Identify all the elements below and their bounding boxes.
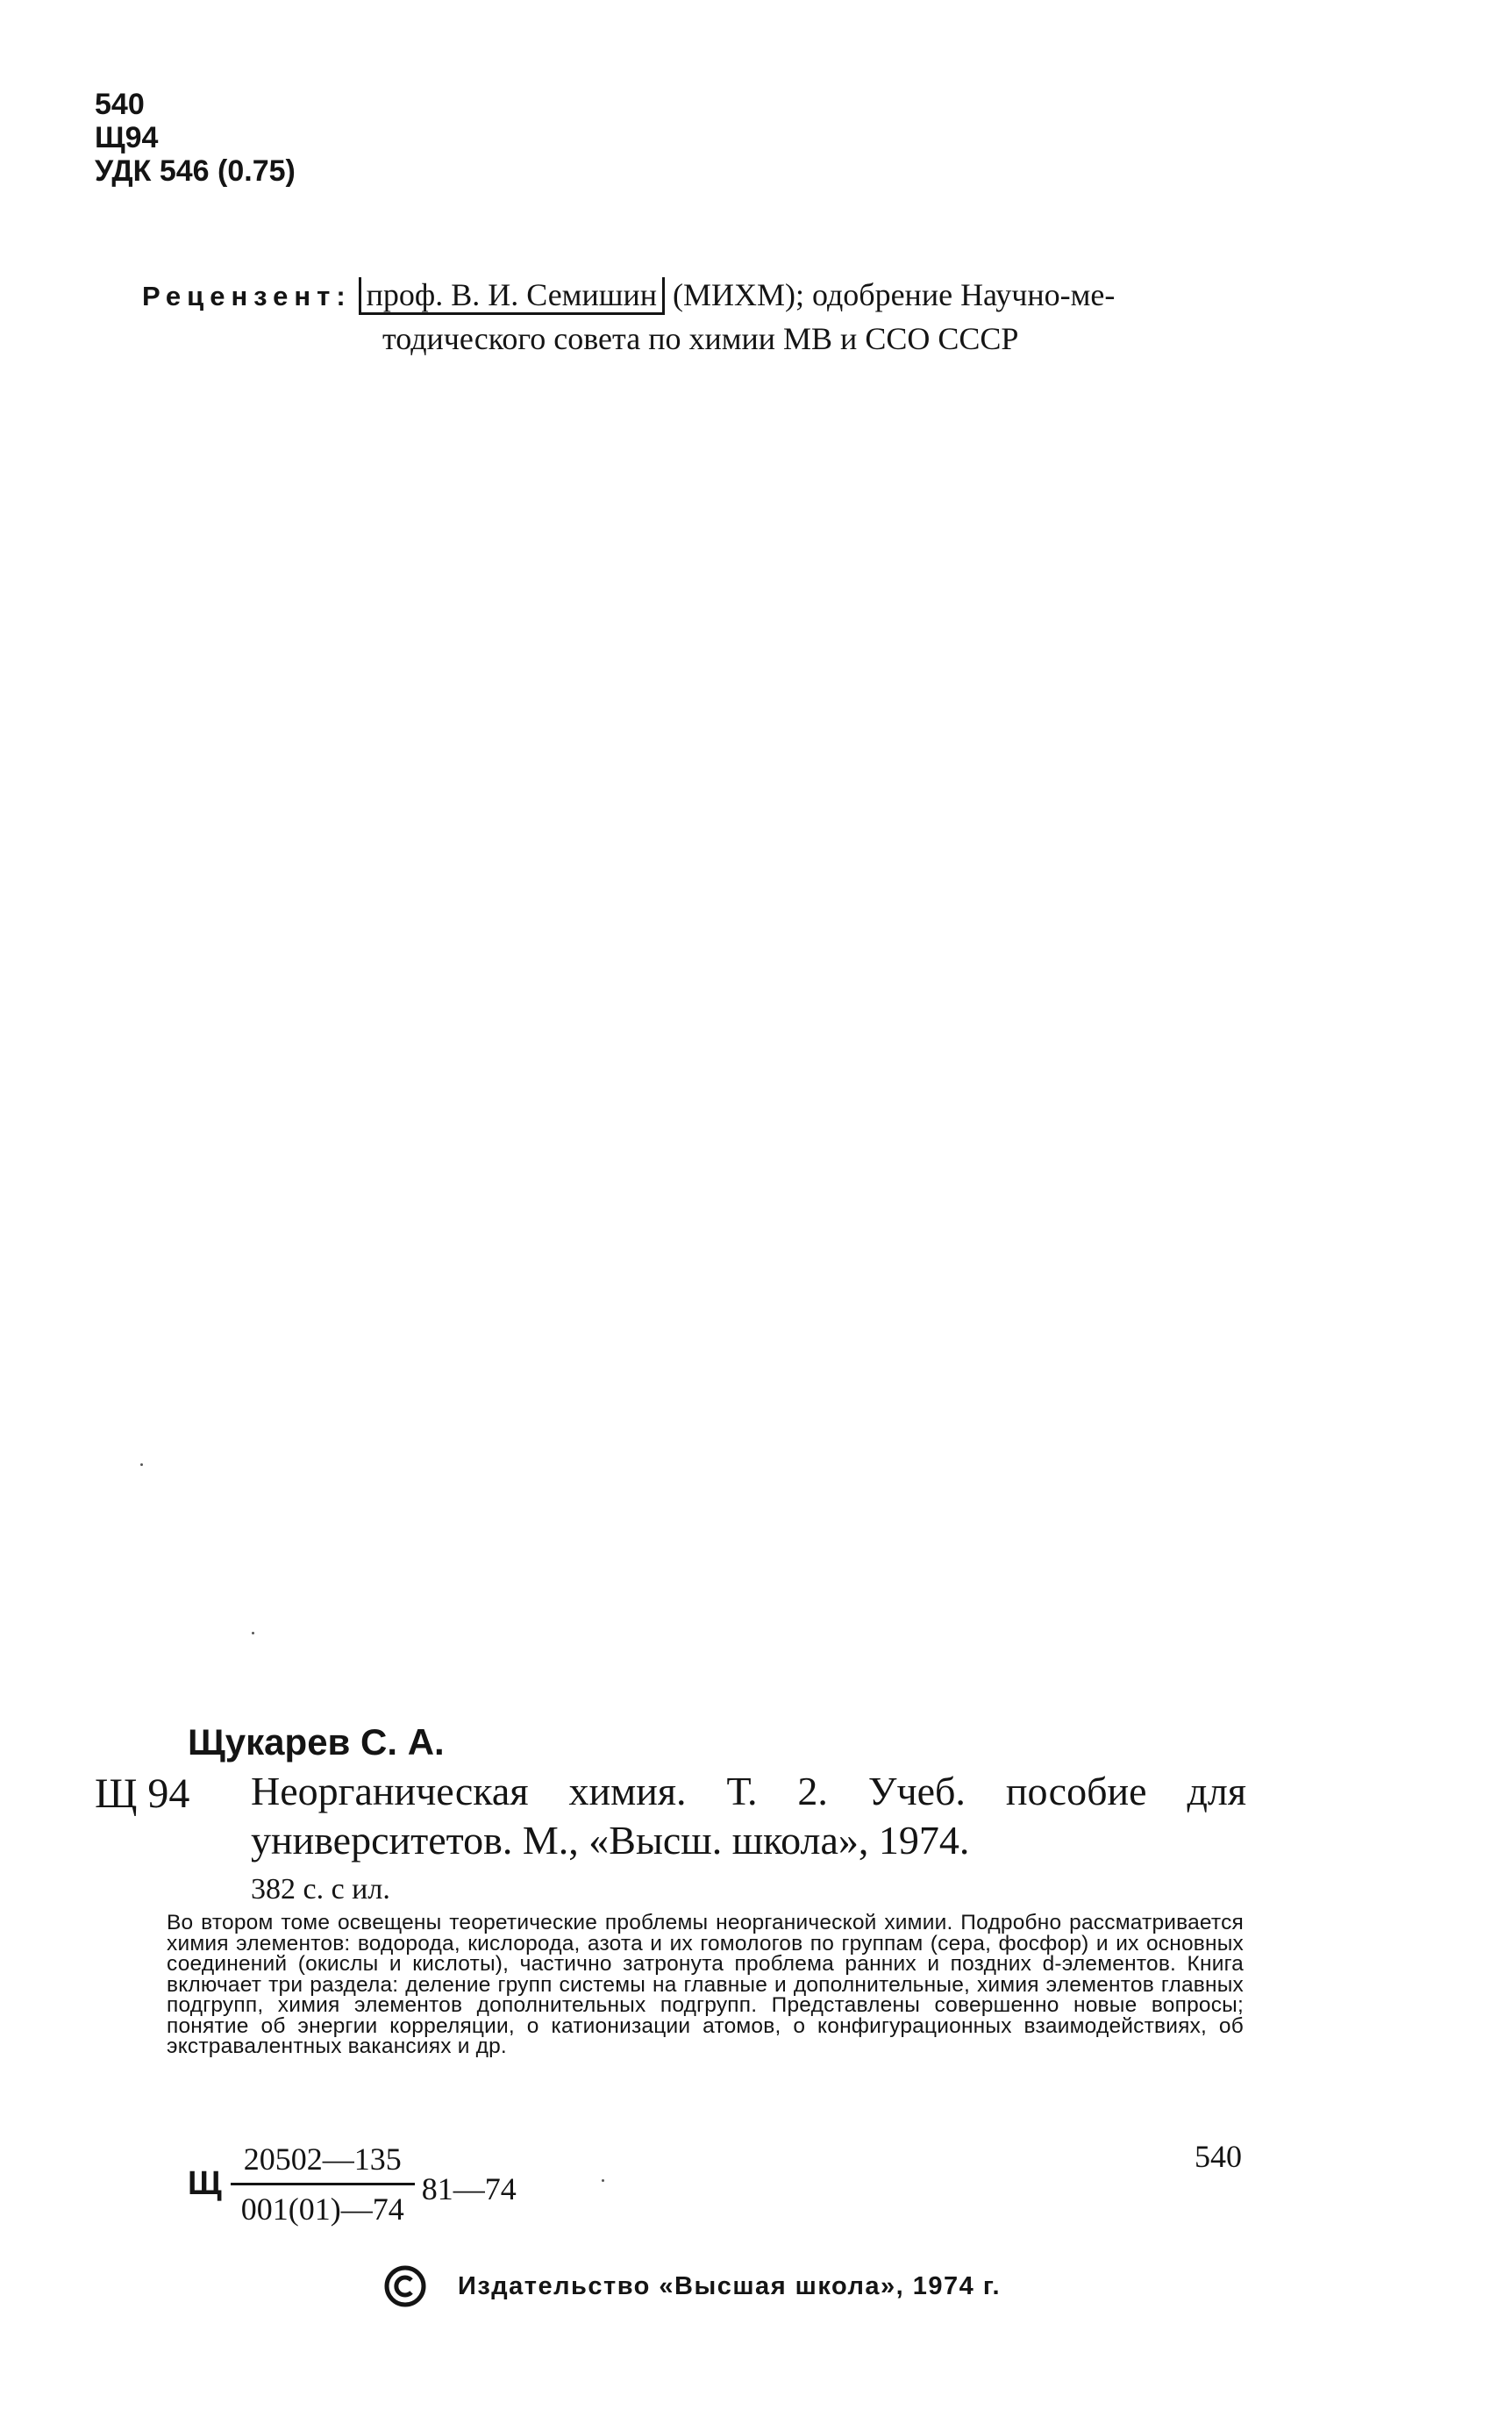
reviewer-line-1 — [142, 274, 1115, 318]
bibliographic-code — [188, 2141, 517, 2227]
copyright-line — [384, 2265, 1001, 2307]
bibcode-denominator: 001(01)—74 — [231, 2183, 415, 2227]
reviewer-label: Рецензент: — [142, 281, 352, 311]
reviewer-block — [142, 274, 1115, 360]
bibcode-numerator: 20502—135 — [243, 2142, 402, 2177]
bibcode-fraction — [231, 2141, 415, 2227]
publisher-line: Издательство «Высшая школа», 1974 г. — [458, 2271, 1002, 2300]
card-author: Щукарев С. А. — [188, 1721, 445, 1763]
bibcode-tail: 81—74 — [421, 2170, 517, 2206]
bbk-code: 540 — [95, 88, 145, 121]
reviewer-text-1: (МИХМ); одобрение Научно-ме- — [672, 277, 1116, 312]
card-cipher: Щ 94 — [95, 1770, 190, 1817]
bibcode-letter: Щ — [188, 2165, 222, 2202]
scan-speck — [140, 1463, 143, 1466]
udc-code: УДК 546 (0.75) — [95, 154, 296, 188]
card-pages: 382 с. с ил. — [251, 1873, 390, 1906]
scan-speck — [252, 1632, 254, 1634]
copyright-icon — [384, 2265, 426, 2307]
classification-codes — [95, 88, 296, 188]
scan-speck — [602, 2179, 604, 2182]
card-annotation: Во втором томе освещены теоретические проблемы неорганической химии. Подробно рассматривается химия элементов: водорода, кислорода, азота и их гомологов по группам (сера, фосфор) и их основных соединений (окислы и кислоты), частично затронута проблема ранних и поздних d-элементов. Книга включает три раздела: деление групп системы на главные и дополнительные, химия элементов главных подгрупп, химия элементов дополнительных подгрупп. Представлены совершенно новые вопросы; понятие об энергии корреляции, о катионизации атомов, о конфигурационных взаимодействиях, об экстравалентных вакансиях и др. — [167, 1911, 1244, 2058]
price-code: 540 — [1195, 2139, 1242, 2174]
card-title: Неорганическая химия. Т. 2. Учеб. пособие для университетов. М., «Высш. школа», 1974. — [251, 1769, 1246, 1863]
reviewer-name: проф. В. И. Семишин — [359, 277, 665, 315]
author-cipher-code: Щ94 — [95, 121, 159, 154]
reviewer-text-2: тодического совета по химии МВ и ССО СССР — [382, 321, 1019, 356]
